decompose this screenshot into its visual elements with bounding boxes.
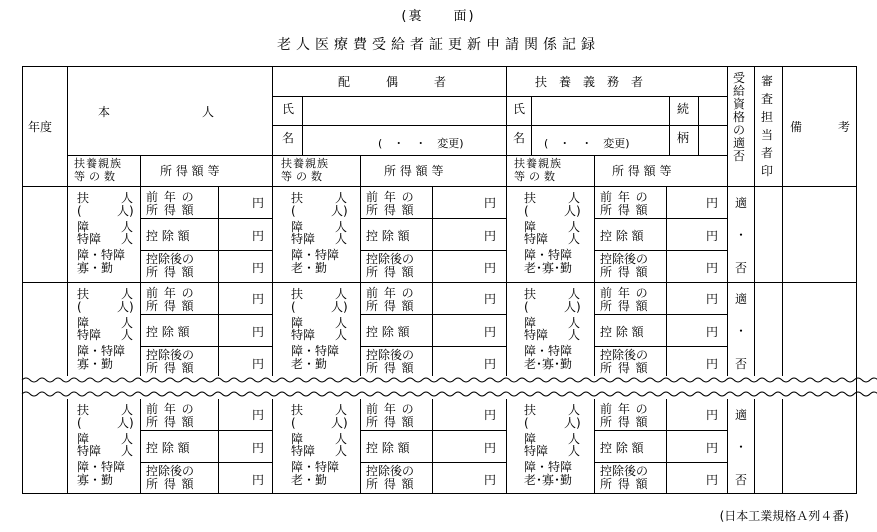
spouse-dependents-sub-2: 等の数 <box>281 170 326 183</box>
spouse-r2-after2: 所 得 額 <box>366 361 415 375</box>
spouse-r3-yen2: 円 <box>484 441 497 455</box>
obligor-shi-label: 氏 <box>513 102 526 116</box>
spouse-r2-prev1: 前 年 の <box>366 286 415 300</box>
spouse-r1-yen3: 円 <box>484 261 497 275</box>
self-r1-paren-open: ( <box>77 204 82 218</box>
obligor-change-label: ( ・ ・ 変更) <box>544 137 630 150</box>
obligor-r1-after2: 所 得 額 <box>600 265 649 279</box>
spouse-r1-third: 老・勤 <box>291 261 328 275</box>
spouse-r2-paren-open: ( <box>291 300 296 314</box>
spouse-header: 配 偶 者 <box>338 75 447 89</box>
spouse-r3-sho: 障 <box>291 432 304 446</box>
spouse-r1-sho: 障 <box>291 220 304 234</box>
self-r1-prev1: 前 年 の <box>146 190 195 204</box>
self-r1-prev2: 所 得 額 <box>146 203 195 217</box>
spouse-r2-yen2: 円 <box>484 325 497 339</box>
obligor-r2-yen2: 円 <box>706 325 719 339</box>
spouse-r1-fu-count: 人 <box>335 191 348 205</box>
spouse-r3-after2: 所 得 額 <box>366 477 415 491</box>
obligor-r1-sho-tokusho: 障・特障 <box>524 248 573 262</box>
spouse-r1-paren-close: 人) <box>331 204 348 218</box>
spouse-r3-sho-count: 人 <box>335 432 348 446</box>
self-r3-sho-count: 人 <box>121 432 134 446</box>
spouse-r2-yen1: 円 <box>484 292 497 306</box>
obligor-r1-fu-count: 人 <box>568 191 581 205</box>
spouse-r2-fu: 扶 <box>291 287 304 301</box>
spouse-r2-fu-count: 人 <box>335 287 348 301</box>
self-r1-after2: 所 得 額 <box>146 265 195 279</box>
spouse-r3-fu-count: 人 <box>335 403 348 417</box>
self-r3-yen1: 円 <box>252 408 265 422</box>
obligor-r1-tokusho: 特障 <box>524 232 549 246</box>
self-dependents-sub-2: 等の数 <box>74 170 119 183</box>
obligor-r3-fu-count: 人 <box>568 403 581 417</box>
spouse-r3-fu: 扶 <box>291 403 304 417</box>
remarks-header: 備 考 <box>790 120 851 134</box>
obligor-r3-after2: 所 得 額 <box>600 477 649 491</box>
obligor-r1-third: 老･寡･勤 <box>524 261 573 275</box>
obligor-r1-fu: 扶 <box>524 191 537 205</box>
year-header: 年度 <box>28 120 53 134</box>
eligibility-header: 受 給 資 格 の 適 否 <box>733 71 746 163</box>
self-r3-fu: 扶 <box>77 403 90 417</box>
obligor-r2-paren-close: 人) <box>564 300 581 314</box>
obligor-r1-sho-count: 人 <box>568 220 581 234</box>
obligor-r1-paren-open: ( <box>524 204 529 218</box>
spouse-r1-after2: 所 得 額 <box>366 265 415 279</box>
obligor-r1-tokusho-count: 人 <box>568 232 581 246</box>
self-r1-sho-tokusho: 障・特障 <box>77 248 126 262</box>
spouse-r3-sho-tokusho: 障・特障 <box>291 460 340 474</box>
self-r2-paren-close: 人) <box>117 300 134 314</box>
self-r3-sho-tokusho: 障・特障 <box>77 460 126 474</box>
obligor-r3-sho-count: 人 <box>568 432 581 446</box>
spouse-r2-sho-count: 人 <box>335 316 348 330</box>
eligibility-r1-dot: ・ <box>735 228 748 242</box>
self-r2-deduction: 控 除 額 <box>146 325 190 339</box>
obligor-dependents-sub-2: 等の数 <box>514 170 559 183</box>
self-r2-sho-count: 人 <box>121 316 134 330</box>
self-r3-deduction: 控 除 額 <box>146 441 190 455</box>
relationship-label-2: 柄 <box>677 131 690 145</box>
obligor-r3-third: 老･寡･勤 <box>524 473 573 487</box>
spouse-r1-sho-tokusho: 障・特障 <box>291 248 340 262</box>
spouse-r3-third: 老・勤 <box>291 473 328 487</box>
eligibility-r3-no: 否 <box>735 473 748 487</box>
spouse-r1-prev1: 前 年 の <box>366 190 415 204</box>
obligor-r2-after1: 控除後の <box>600 348 649 362</box>
spouse-r1-deduction: 控 除 額 <box>366 229 410 243</box>
obligor-r3-sho-tokusho: 障・特障 <box>524 460 573 474</box>
self-r2-tokusho: 特障 <box>77 328 102 342</box>
spouse-r1-tokusho: 特障 <box>291 232 316 246</box>
obligor-r1-yen1: 円 <box>706 196 719 210</box>
obligor-r1-yen3: 円 <box>706 261 719 275</box>
self-r1-deduction: 控 除 額 <box>146 229 190 243</box>
obligor-r3-paren-open: ( <box>524 416 529 430</box>
obligor-r1-paren-close: 人) <box>564 204 581 218</box>
spouse-mei-label: 名 <box>282 131 295 145</box>
self-header: 本 人 <box>98 105 216 119</box>
obligor-r2-yen1: 円 <box>706 292 719 306</box>
spouse-r2-deduction: 控 除 額 <box>366 325 410 339</box>
self-r1-yen2: 円 <box>252 229 265 243</box>
obligor-income-sub: 所 得 額 等 <box>612 164 672 178</box>
obligor-r2-fu-count: 人 <box>568 287 581 301</box>
spouse-income-sub: 所 得 額 等 <box>384 164 444 178</box>
self-r3-after1: 控除後の <box>146 464 195 478</box>
self-r2-after1: 控除後の <box>146 348 195 362</box>
eligibility-r2-ok: 適 <box>735 292 748 306</box>
spouse-r3-paren-close: 人) <box>331 416 348 430</box>
spouse-r3-paren-open: ( <box>291 416 296 430</box>
self-r1-fu: 扶 <box>77 191 90 205</box>
obligor-r2-fu: 扶 <box>524 287 537 301</box>
self-r1-yen3: 円 <box>252 261 265 275</box>
relationship-label-1: 続 <box>677 102 690 116</box>
obligor-r1-yen2: 円 <box>706 229 719 243</box>
obligor-r2-deduction: 控 除 額 <box>600 325 644 339</box>
self-r2-sho-tokusho: 障・特障 <box>77 344 126 358</box>
obligor-r2-prev1: 前 年 の <box>600 286 649 300</box>
self-r2-yen3: 円 <box>252 357 265 371</box>
self-r3-yen2: 円 <box>252 441 265 455</box>
spouse-r1-fu: 扶 <box>291 191 304 205</box>
spouse-r2-tokusho: 特障 <box>291 328 316 342</box>
obligor-r2-yen3: 円 <box>706 357 719 371</box>
obligor-mei-label: 名 <box>513 131 526 145</box>
self-r1-tokusho-count: 人 <box>121 232 134 246</box>
page-heading: (裏 面) <box>401 9 476 24</box>
self-r3-paren-close: 人) <box>117 416 134 430</box>
spouse-r2-tokusho-count: 人 <box>335 328 348 342</box>
spouse-r1-yen2: 円 <box>484 229 497 243</box>
spouse-r2-paren-close: 人) <box>331 300 348 314</box>
self-r2-sho: 障 <box>77 316 90 330</box>
eligibility-r1-no: 否 <box>735 261 748 275</box>
spouse-r3-prev2: 所 得 額 <box>366 415 415 429</box>
spouse-r2-after1: 控除後の <box>366 348 415 362</box>
spouse-r3-deduction: 控 除 額 <box>366 441 410 455</box>
spouse-r3-yen1: 円 <box>484 408 497 422</box>
self-r2-tokusho-count: 人 <box>121 328 134 342</box>
obligor-r2-sho-tokusho: 障・特障 <box>524 344 573 358</box>
eligibility-r2-dot: ・ <box>735 324 748 338</box>
spouse-change-label: ( ・ ・ 変更) <box>378 137 464 150</box>
obligor-r3-tokusho: 特障 <box>524 444 549 458</box>
obligor-r2-paren-open: ( <box>524 300 529 314</box>
spouse-r3-yen3: 円 <box>484 473 497 487</box>
spouse-r2-sho-tokusho: 障・特障 <box>291 344 340 358</box>
self-r2-prev1: 前 年 の <box>146 286 195 300</box>
obligor-dependents-sub-1: 扶養親族 <box>514 157 562 170</box>
self-r1-fu-count: 人 <box>121 191 134 205</box>
obligor-r2-sho-count: 人 <box>568 316 581 330</box>
self-r1-third: 寡・勤 <box>77 261 114 275</box>
self-r2-after2: 所 得 額 <box>146 361 195 375</box>
obligor-r3-after1: 控除後の <box>600 464 649 478</box>
obligor-r2-third: 老･寡･勤 <box>524 357 573 371</box>
self-r3-sho: 障 <box>77 432 90 446</box>
self-r2-fu: 扶 <box>77 287 90 301</box>
spouse-r3-after1: 控除後の <box>366 464 415 478</box>
spouse-r2-third: 老・勤 <box>291 357 328 371</box>
self-dependents-sub-1: 扶養親族 <box>74 157 122 170</box>
self-r2-third: 寡・勤 <box>77 357 114 371</box>
self-r3-prev1: 前 年 の <box>146 402 195 416</box>
obligor-r3-prev1: 前 年 の <box>600 402 649 416</box>
spouse-r1-yen1: 円 <box>484 196 497 210</box>
eligibility-r2-no: 否 <box>735 357 748 371</box>
self-r1-sho: 障 <box>77 220 90 234</box>
spouse-r3-tokusho: 特障 <box>291 444 316 458</box>
spouse-r1-prev2: 所 得 額 <box>366 203 415 217</box>
spouse-r1-sho-count: 人 <box>335 220 348 234</box>
obligor-r3-paren-close: 人) <box>564 416 581 430</box>
obligor-r3-tokusho-count: 人 <box>568 444 581 458</box>
obligor-r3-sho: 障 <box>524 432 537 446</box>
eligibility-r3-dot: ・ <box>735 440 748 454</box>
self-income-sub: 所 得 額 等 <box>160 164 220 178</box>
spouse-r2-prev2: 所 得 額 <box>366 299 415 313</box>
self-r2-prev2: 所 得 額 <box>146 299 195 313</box>
self-r2-paren-open: ( <box>77 300 82 314</box>
self-r3-yen3: 円 <box>252 473 265 487</box>
obligor-r1-after1: 控除後の <box>600 252 649 266</box>
self-r2-fu-count: 人 <box>121 287 134 301</box>
eligibility-r1-ok: 適 <box>735 196 748 210</box>
spouse-shi-label: 氏 <box>282 102 295 116</box>
obligor-r2-prev2: 所 得 額 <box>600 299 649 313</box>
spouse-r2-yen3: 円 <box>484 357 497 371</box>
self-r3-third: 寡・勤 <box>77 473 114 487</box>
self-r1-sho-count: 人 <box>121 220 134 234</box>
self-r1-after1: 控除後の <box>146 252 195 266</box>
self-r1-tokusho: 特障 <box>77 232 102 246</box>
reviewer-header: 審 査 担 当 者 印 <box>761 74 774 178</box>
spouse-r1-paren-open: ( <box>291 204 296 218</box>
spouse-dependents-sub-1: 扶養親族 <box>281 157 329 170</box>
obligor-header: 扶 養 義 務 者 <box>535 75 644 89</box>
obligor-r3-fu: 扶 <box>524 403 537 417</box>
spouse-r1-after1: 控除後の <box>366 252 415 266</box>
obligor-r3-yen2: 円 <box>706 441 719 455</box>
self-r3-paren-open: ( <box>77 416 82 430</box>
spouse-r3-tokusho-count: 人 <box>335 444 348 458</box>
obligor-r1-prev2: 所 得 額 <box>600 203 649 217</box>
obligor-r3-prev2: 所 得 額 <box>600 415 649 429</box>
obligor-r1-deduction: 控 除 額 <box>600 229 644 243</box>
self-r3-fu-count: 人 <box>121 403 134 417</box>
spouse-r1-tokusho-count: 人 <box>335 232 348 246</box>
obligor-r2-sho: 障 <box>524 316 537 330</box>
eligibility-r3-ok: 適 <box>735 408 748 422</box>
document-title: 老人医療費受給者証更新申請関係記録 <box>277 37 600 53</box>
obligor-r2-tokusho-count: 人 <box>568 328 581 342</box>
obligor-r2-after2: 所 得 額 <box>600 361 649 375</box>
self-r3-tokusho: 特障 <box>77 444 102 458</box>
obligor-r3-yen3: 円 <box>706 473 719 487</box>
obligor-r3-deduction: 控 除 額 <box>600 441 644 455</box>
spouse-r3-prev1: 前 年 の <box>366 402 415 416</box>
obligor-r1-sho: 障 <box>524 220 537 234</box>
self-r3-prev2: 所 得 額 <box>146 415 195 429</box>
self-r3-after2: 所 得 額 <box>146 477 195 491</box>
self-r1-paren-close: 人) <box>117 204 134 218</box>
self-r2-yen1: 円 <box>252 292 265 306</box>
self-r3-tokusho-count: 人 <box>121 444 134 458</box>
self-r1-yen1: 円 <box>252 196 265 210</box>
obligor-r1-prev1: 前 年 の <box>600 190 649 204</box>
obligor-r3-yen1: 円 <box>706 408 719 422</box>
obligor-r2-tokusho: 特障 <box>524 328 549 342</box>
footnote: (日本工業規格Ａ列４番) <box>719 509 849 523</box>
self-r2-yen2: 円 <box>252 325 265 339</box>
spouse-r2-sho: 障 <box>291 316 304 330</box>
